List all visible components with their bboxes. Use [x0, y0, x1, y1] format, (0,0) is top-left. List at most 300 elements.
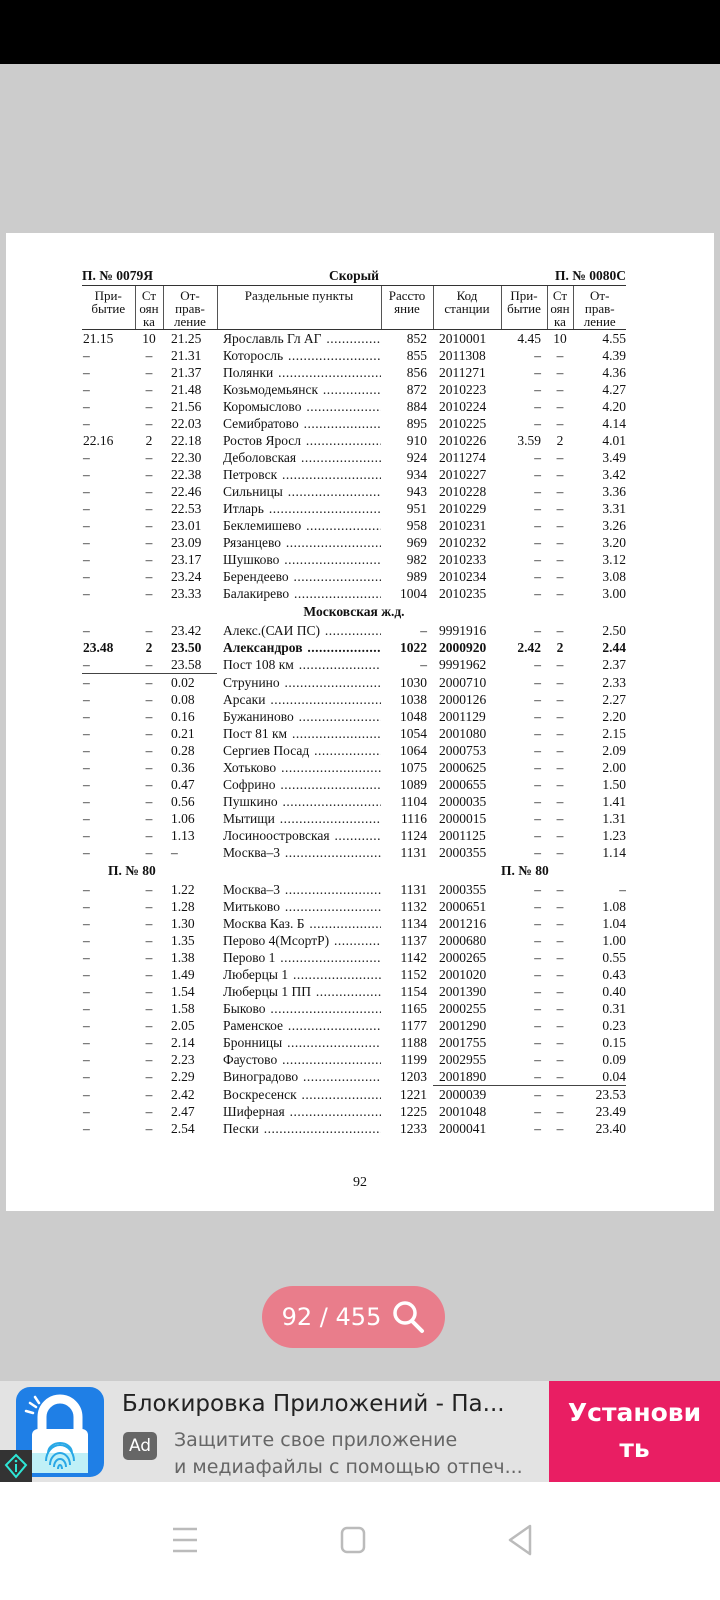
column-header-line: Рассто	[388, 288, 426, 303]
cell-distance: 1124	[400, 828, 427, 843]
cell-arrival-return: –	[534, 743, 541, 758]
cell-stop-return: –	[556, 450, 564, 465]
column-header-stop	[135, 286, 163, 330]
cell-stop-return: –	[556, 933, 564, 948]
cell-arrival-return: –	[534, 726, 541, 741]
cell-arrival: –	[83, 1035, 90, 1050]
cell-arrival-return: –	[534, 586, 541, 601]
cell-station-code: 2001890	[433, 1068, 501, 1086]
table-row	[82, 534, 626, 551]
cell-station-name	[217, 742, 381, 759]
cell-arrival-return: –	[501, 1068, 547, 1086]
cell-departure-return: 1.31	[602, 811, 626, 826]
cell-stop: –	[145, 586, 153, 601]
cell-arrival: –	[83, 950, 90, 965]
cell-distance: 884	[406, 399, 427, 414]
cell-station-code: 2000265	[439, 950, 487, 965]
cell-station-code: 2001080	[439, 726, 487, 741]
train-change-right: П. № 80	[501, 863, 549, 878]
cell-departure-return: 4.20	[602, 399, 626, 414]
page-number: 92	[353, 1175, 367, 1190]
table-row	[82, 449, 626, 466]
cell-distance: 1064	[400, 743, 427, 758]
cell-station-name	[217, 915, 381, 932]
cell-station-name	[217, 932, 381, 949]
cell-distance: 1154	[400, 984, 427, 999]
cell-departure: 1.28	[171, 899, 195, 914]
home-icon[interactable]	[333, 1520, 373, 1560]
cell-station-name	[217, 844, 381, 861]
cell-departure-return: 3.08	[602, 569, 626, 584]
cell-station-code: 2001048	[439, 1104, 487, 1119]
cell-distance: 1104	[400, 794, 427, 809]
cell-arrival-return: –	[534, 657, 541, 673]
station-name-text: Семибратово	[223, 416, 299, 431]
cell-stop-return: –	[556, 569, 564, 584]
cell-stop: –	[145, 348, 153, 363]
cell-station-code: 2000680	[439, 933, 487, 948]
cell-arrival: –	[83, 933, 90, 948]
cell-station-code: 2001290	[439, 1018, 487, 1033]
cell-station-name	[217, 1034, 381, 1051]
cell-arrival: –	[83, 1104, 90, 1119]
cell-departure: 21.48	[171, 382, 202, 397]
cell-departure-return: 2.44	[602, 640, 626, 655]
table-row	[82, 500, 626, 517]
station-name-text: Арсаки	[223, 692, 266, 707]
station-name-text: Шушково	[223, 552, 280, 567]
table-row	[82, 966, 626, 983]
station-name-text: Пост 108 км	[223, 657, 294, 673]
cell-station-name	[217, 622, 381, 639]
section-row	[82, 602, 626, 622]
cell-station-name	[217, 381, 381, 398]
cell-station-code: 2010233	[439, 552, 487, 567]
station-name-text: Деболовская	[223, 450, 297, 465]
page-indicator-label: 92 / 455	[281, 1303, 382, 1331]
table-row	[82, 466, 626, 483]
cell-distance: 943	[406, 484, 427, 499]
cell-arrival-return: –	[534, 569, 541, 584]
cell-stop-return: –	[556, 1104, 564, 1119]
cell-station-name	[217, 759, 381, 776]
cell-arrival-return: –	[534, 709, 541, 724]
cell-departure: 21.25	[171, 331, 202, 346]
cell-departure-return: 0.31	[602, 1001, 626, 1016]
cell-distance: 1203	[400, 1069, 427, 1085]
table-row	[82, 691, 626, 708]
column-header-arrival	[82, 286, 135, 330]
table-row	[82, 949, 626, 966]
cell-station-code: 2000355	[439, 882, 487, 897]
cell-distance: 1004	[400, 586, 427, 601]
column-header-line: От-	[590, 288, 610, 303]
cell-stop-return: –	[556, 586, 564, 601]
cell-station-name	[217, 364, 381, 381]
cell-stop-return: –	[556, 692, 564, 707]
cell-station-code: 2010001	[439, 331, 487, 346]
column-header-line: При-	[94, 288, 122, 303]
table-row	[82, 568, 626, 585]
search-icon	[391, 1300, 425, 1334]
ad-banner[interactable]	[0, 1381, 720, 1482]
cell-station-code: 2010231	[439, 518, 487, 533]
cell-station-code: 2011271	[439, 365, 486, 380]
cell-departure-return: 3.31	[602, 501, 626, 516]
cell-departure: 23.17	[171, 552, 202, 567]
cell-stop-return: –	[556, 916, 564, 931]
cell-departure-return: 4.14	[602, 416, 626, 431]
cell-stop: –	[145, 450, 153, 465]
cell-departure-return: 4.36	[602, 365, 626, 380]
cell-arrival: 22.16	[83, 433, 114, 448]
cell-stop-return: –	[556, 1121, 564, 1136]
system-navigation-bar	[0, 1482, 720, 1600]
station-name-text: Петровск	[223, 467, 278, 482]
cell-stop: –	[145, 916, 153, 931]
cell-departure-return: 2.20	[602, 709, 626, 724]
cell-station-code: 2000920	[439, 640, 487, 655]
table-row	[82, 1017, 626, 1034]
cell-departure-return: 3.42	[602, 467, 626, 482]
cell-arrival: –	[83, 916, 90, 931]
cell-station-name	[217, 551, 381, 568]
cell-station-code: 2010229	[439, 501, 487, 516]
cell-station-name	[217, 810, 381, 827]
table-row	[82, 742, 626, 759]
table-row	[82, 1103, 626, 1120]
cell-departure-return: 3.49	[602, 450, 626, 465]
cell-arrival: –	[83, 569, 90, 584]
install-button[interactable]	[549, 1381, 720, 1482]
ad-description-line1: Защитите свое приложение	[174, 1429, 458, 1451]
cell-stop: –	[145, 569, 153, 584]
station-name-text: Ярославль Гл АГ	[223, 331, 322, 346]
cell-arrival-return: 4.45	[517, 331, 541, 346]
cell-station-code: 2000039	[439, 1087, 487, 1102]
cell-stop: –	[145, 811, 153, 826]
cell-departure: 22.38	[171, 467, 202, 482]
cell-departure: 21.31	[171, 348, 202, 363]
cell-arrival-return: –	[534, 828, 541, 843]
cell-stop-return: –	[556, 484, 564, 499]
cell-arrival-return: –	[534, 467, 541, 482]
pdf-page[interactable]	[6, 233, 714, 1211]
cell-stop-return: –	[556, 501, 564, 516]
cell-stop: –	[145, 484, 153, 499]
cell-arrival: –	[83, 552, 90, 567]
cell-departure-return: 2.27	[602, 692, 626, 707]
cell-distance: 982	[406, 552, 427, 567]
cell-arrival-return: –	[534, 535, 541, 550]
cell-stop-return: –	[556, 709, 564, 724]
cell-arrival: –	[83, 1121, 90, 1136]
cell-departure: –	[171, 845, 178, 860]
cell-departure-return: 3.36	[602, 484, 626, 499]
ad-badge: Ad	[123, 1432, 157, 1460]
cell-arrival: –	[83, 450, 90, 465]
cell-stop: –	[145, 760, 153, 775]
cell-stop-return: –	[556, 674, 564, 690]
column-header-departure	[163, 286, 217, 330]
station-name-text: Итларь	[223, 501, 264, 516]
cell-distance: 1054	[400, 726, 427, 741]
column-header-line: От-	[180, 288, 200, 303]
cell-stop-return: –	[556, 657, 564, 673]
cell-station-code: 2011308	[439, 348, 486, 363]
cell-stop: –	[145, 967, 153, 982]
cell-stop: –	[145, 399, 153, 414]
table-row	[82, 432, 626, 449]
cell-stop: –	[145, 984, 153, 999]
cell-arrival: –	[83, 777, 90, 792]
cell-arrival: –	[83, 882, 90, 897]
cell-distance: 1137	[400, 933, 427, 948]
cell-departure: 22.46	[171, 484, 202, 499]
station-name-text: Софрино	[223, 777, 276, 792]
column-header-distance	[381, 286, 433, 330]
ad-title[interactable]: Блокировка Приложений - Па...	[122, 1391, 505, 1417]
cell-distance: 1142	[400, 950, 427, 965]
column-header-arrival-return	[501, 286, 547, 330]
cell-station-code: 2001129	[439, 709, 486, 724]
station-name-text: Бронницы	[223, 1035, 283, 1050]
table-row	[82, 398, 626, 415]
column-header-line: станции	[444, 301, 490, 316]
cell-departure: 22.03	[171, 416, 202, 431]
cell-station-name	[217, 432, 381, 449]
cell-distance: 1131	[400, 882, 427, 897]
cell-station-code: 2010223	[439, 382, 487, 397]
cell-station-name	[217, 517, 381, 534]
cell-station-code: 2010224	[439, 399, 487, 414]
cell-stop-return: –	[556, 794, 564, 809]
cell-departure-return: 2.09	[602, 743, 626, 758]
cell-stop: 2	[145, 640, 153, 655]
cell-departure: 0.21	[171, 726, 195, 741]
table-row	[82, 622, 626, 639]
ad-info-icon[interactable]	[0, 1450, 32, 1482]
train-change-row	[82, 861, 626, 881]
cell-arrival-return: –	[534, 501, 541, 516]
cell-departure-return: 3.26	[602, 518, 626, 533]
cell-distance: 1165	[400, 1001, 427, 1016]
cell-stop: –	[145, 933, 153, 948]
station-name-text: Мытищи	[223, 811, 275, 826]
table-body-ryazan	[82, 881, 626, 1137]
cell-arrival-return: –	[534, 623, 541, 638]
cell-arrival: –	[83, 828, 90, 843]
cell-arrival-return: –	[534, 984, 541, 999]
cell-stop: –	[145, 794, 153, 809]
cell-arrival-return: –	[534, 777, 541, 792]
cell-departure: 23.24	[171, 569, 202, 584]
ad-description-line2: и медиафайлы с помощью отпеч...	[174, 1456, 523, 1478]
page-indicator-button[interactable]	[262, 1286, 445, 1348]
cell-departure: 2.05	[171, 1018, 195, 1033]
cell-station-name	[217, 656, 381, 674]
cell-departure: 22.30	[171, 450, 202, 465]
station-name-text: Пески	[223, 1121, 259, 1136]
station-name-text: Коромыслово	[223, 399, 302, 414]
cell-station-name	[217, 708, 381, 725]
cell-departure: 0.28	[171, 743, 195, 758]
cell-distance: –	[420, 623, 427, 638]
cell-arrival-return: 2.42	[517, 640, 541, 655]
cell-departure-return: 3.20	[602, 535, 626, 550]
table-row	[82, 793, 626, 810]
cell-arrival: –	[83, 726, 90, 741]
column-header-stations	[217, 286, 381, 330]
cell-distance: 969	[406, 535, 427, 550]
station-name-text: Митьково	[223, 899, 280, 914]
column-header-line: Ст	[552, 288, 568, 303]
station-name-text: Москва–3	[223, 845, 280, 860]
cell-departure-return: 23.40	[595, 1121, 626, 1136]
cell-station-code: 2000355	[439, 845, 487, 860]
cell-distance: 1022	[400, 640, 427, 655]
cell-arrival: –	[83, 675, 90, 690]
cell-station-name	[217, 585, 381, 602]
cell-distance: –	[420, 657, 427, 673]
cell-arrival: –	[83, 1001, 90, 1016]
cell-arrival-return: –	[534, 552, 541, 567]
cell-stop-return: –	[556, 1052, 564, 1067]
cell-distance: 852	[406, 331, 427, 346]
cell-departure-return: 1.08	[602, 899, 626, 914]
cell-station-name	[217, 568, 381, 585]
cell-station-code: 2000255	[439, 1001, 487, 1016]
cell-departure-return: 4.01	[602, 433, 626, 448]
column-header-line: оян	[550, 301, 570, 316]
table-row	[82, 585, 626, 602]
cell-stop: 2	[145, 433, 153, 448]
cell-station-code: 2000655	[439, 777, 487, 792]
cell-departure: 1.22	[171, 882, 195, 897]
cell-arrival-return: –	[534, 882, 541, 897]
cell-stop-return: 2	[556, 433, 564, 448]
cell-stop-return: –	[556, 899, 564, 914]
cell-departure-return: 0.15	[602, 1035, 626, 1050]
cell-stop: –	[145, 1052, 153, 1067]
train-type: Скорый	[329, 268, 379, 283]
cell-departure: 22.53	[171, 501, 202, 516]
cell-stop-return: –	[556, 518, 564, 533]
cell-stop-return: –	[556, 535, 564, 550]
cell-departure: 1.54	[171, 984, 195, 999]
cell-station-name	[217, 1103, 381, 1120]
cell-distance: 1131	[400, 845, 427, 860]
cell-station-name	[217, 1051, 381, 1068]
cell-stop-return: –	[556, 967, 564, 982]
cell-stop-return: –	[556, 1018, 564, 1033]
cell-distance: 1177	[400, 1018, 427, 1033]
cell-departure: 1.58	[171, 1001, 195, 1016]
cell-distance: 1188	[400, 1035, 427, 1050]
station-name-text: Струнино	[223, 674, 280, 690]
cell-departure: 0.16	[171, 709, 195, 724]
table-row	[82, 364, 626, 381]
cell-distance: 1132	[400, 899, 427, 914]
cell-station-code: 2001216	[439, 916, 487, 931]
cell-station-name	[217, 330, 381, 348]
cell-station-name	[217, 776, 381, 793]
back-icon[interactable]	[500, 1520, 540, 1560]
cell-stop-return: –	[556, 828, 564, 843]
cell-departure: 1.06	[171, 811, 195, 826]
cell-station-name	[217, 827, 381, 844]
cell-station-code: 2010234	[439, 569, 487, 584]
table-row	[82, 932, 626, 949]
cell-stop: –	[145, 845, 153, 860]
station-name-text: Рязанцево	[223, 535, 282, 550]
cell-station-name	[217, 674, 381, 692]
timetable	[82, 286, 626, 1137]
cell-distance: 1199	[400, 1052, 427, 1067]
table-row	[82, 725, 626, 742]
section-title: Московская ж.д.	[303, 604, 405, 619]
station-name-text: Лосиноостровская	[223, 828, 330, 843]
cell-arrival-return: –	[534, 760, 541, 775]
cell-distance: 1233	[400, 1121, 427, 1136]
train-number-right: П. № 0080С	[555, 268, 626, 283]
cell-departure-return: 2.15	[602, 726, 626, 741]
cell-stop: –	[135, 656, 163, 674]
cell-distance: 1221	[400, 1086, 427, 1102]
table-row	[82, 674, 626, 692]
cell-distance: 1089	[400, 777, 427, 792]
cell-stop: –	[145, 828, 153, 843]
cell-station-code: 2000126	[439, 692, 487, 707]
cell-station-code: 2000753	[439, 743, 487, 758]
cell-arrival-return: –	[534, 1018, 541, 1033]
table-row	[82, 776, 626, 793]
cell-arrival: 21.15	[83, 331, 114, 346]
cell-departure: 2.29	[171, 1069, 195, 1085]
cell-station-code: 2000015	[439, 811, 487, 826]
column-header-station-code	[433, 286, 501, 330]
station-name-text: Виноградово	[223, 1069, 299, 1085]
cell-departure: 1.13	[171, 828, 195, 843]
ad-description	[174, 1427, 523, 1481]
cell-distance: 855	[406, 348, 427, 363]
menu-icon[interactable]	[165, 1520, 205, 1560]
cell-departure-return: 1.50	[602, 777, 626, 792]
cell-arrival: –	[83, 623, 90, 638]
cell-departure-return: 0.04	[573, 1068, 626, 1086]
cell-arrival-return: –	[534, 916, 541, 931]
cell-arrival: –	[83, 535, 90, 550]
cell-station-name	[217, 1068, 381, 1086]
cell-distance: 872	[406, 382, 427, 397]
cell-stop-return: –	[556, 467, 564, 482]
status-bar	[0, 0, 720, 64]
column-header-line: прав-	[175, 301, 205, 316]
cell-arrival: –	[83, 484, 90, 499]
cell-arrival-return: –	[534, 794, 541, 809]
cell-arrival: –	[83, 845, 90, 860]
cell-station-code: 2001125	[439, 828, 486, 843]
station-name-text: Берендеево	[223, 569, 289, 584]
cell-stop: –	[145, 518, 153, 533]
cell-stop: –	[145, 899, 153, 914]
cell-station-name	[217, 466, 381, 483]
cell-station-code: 2010232	[439, 535, 487, 550]
table-row	[82, 330, 626, 348]
station-name-text: Хотьково	[223, 760, 277, 775]
cell-departure: 22.18	[171, 433, 202, 448]
station-name-text: Люберцы 1	[223, 967, 289, 982]
